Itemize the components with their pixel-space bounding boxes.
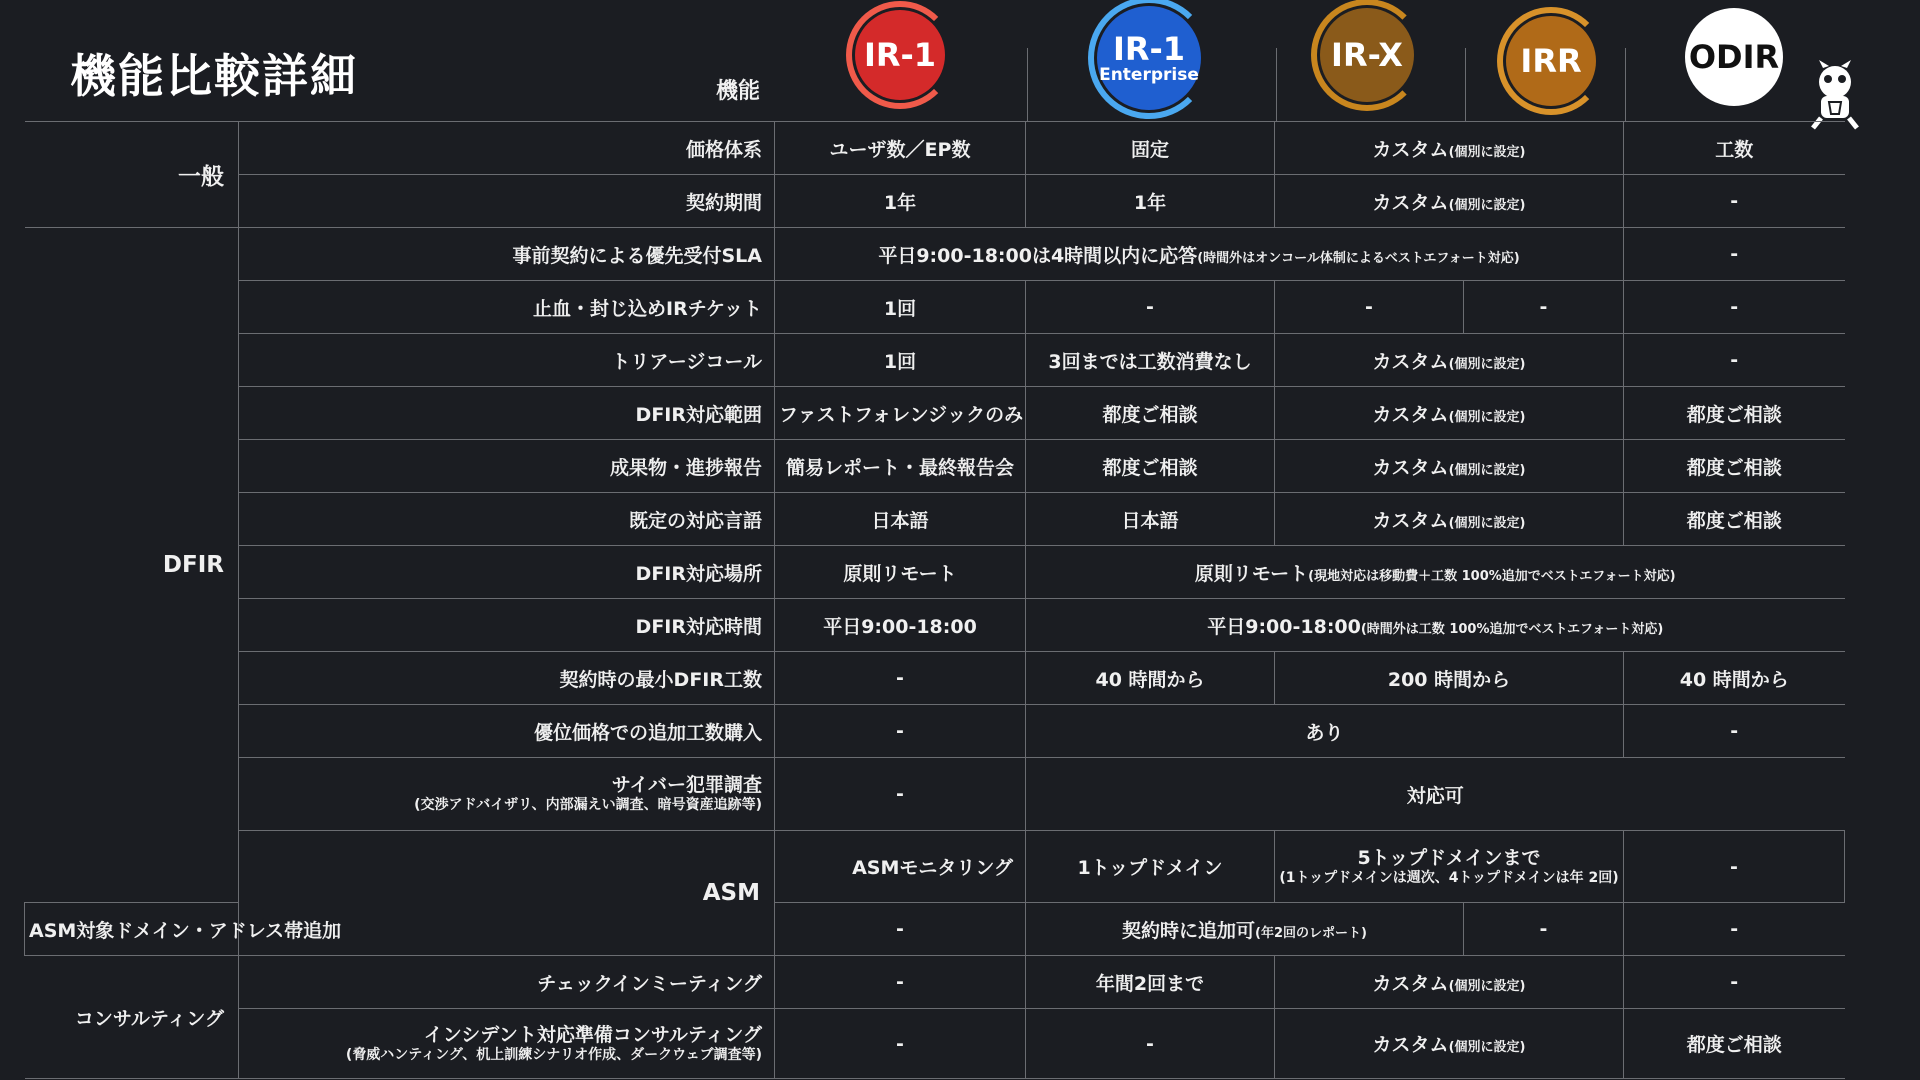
custom-note: (個別に設定)	[1448, 1040, 1526, 1055]
cell-enterprise: -	[1026, 1009, 1275, 1079]
cell-odir: -	[1624, 705, 1845, 758]
table-row	[25, 281, 1845, 334]
comparison-table	[24, 121, 1845, 1079]
cell-enterprise: 3回までは工数消費なし	[1026, 334, 1275, 387]
cell-ir1: ファストフォレンジックのみ	[775, 387, 1026, 440]
feature-label: トリアージコール	[239, 334, 775, 387]
cell-odir: 都度ご相談	[1624, 440, 1845, 493]
table-row	[25, 228, 1845, 281]
cell-irx-irr	[1275, 956, 1624, 1009]
cell-span	[1026, 546, 1845, 599]
cell-ir1: -	[775, 652, 1026, 705]
plan-badge-ir1-enterprise	[1097, 6, 1201, 110]
feature-main: インシデント対応準備コンサルティング	[423, 1023, 762, 1046]
header-divider	[1625, 48, 1626, 121]
custom-note: (個別に設定)	[1448, 978, 1526, 994]
custom-text: カスタム	[1372, 138, 1449, 161]
cell-odir: 都度ご相談	[1624, 387, 1845, 440]
cell-enterprise: 固定	[1026, 122, 1275, 175]
custom-note: (個別に設定)	[1448, 356, 1526, 372]
cell-enterprise: 1年	[1026, 175, 1275, 228]
table-row	[25, 956, 1845, 1009]
cell-odir: -	[1624, 956, 1845, 1009]
plan-subname: Enterprise	[1099, 65, 1199, 85]
custom-note: (個別に設定)	[1448, 409, 1526, 425]
table-row	[25, 387, 1845, 440]
custom-note: (個別に設定)	[1448, 144, 1526, 160]
cell-ir1: 1年	[775, 175, 1026, 228]
cell-irr: -	[1624, 831, 1845, 903]
cell-ir1: ユーザ数／EP数	[775, 122, 1026, 175]
plan-badge-irr	[1506, 16, 1596, 106]
cell-ir1: -	[775, 705, 1026, 758]
cell-span	[1275, 831, 1624, 903]
custom-note: (個別に設定)	[1448, 462, 1526, 478]
time-text: 平日9:00-18:00	[1207, 615, 1361, 638]
feature-label: 契約期間	[239, 175, 775, 228]
table-row	[25, 334, 1845, 387]
cell-ir1: 1トップドメイン	[1026, 831, 1275, 903]
cell-irr: -	[1464, 281, 1624, 334]
cell-irx-irr	[1275, 1009, 1624, 1079]
sla-note: (時間外はオンコール体制によるベストエフォート対応)	[1197, 250, 1520, 266]
table-row	[25, 546, 1845, 599]
cell-odir: -	[1624, 281, 1845, 334]
feature-label: 事前契約による優先受付SLA	[239, 228, 775, 281]
header-divider	[1276, 48, 1277, 121]
cell-span	[1026, 599, 1845, 652]
feature-label: 優位価格での追加工数購入	[239, 705, 775, 758]
cell-irr: -	[1464, 903, 1624, 956]
feature-label	[239, 758, 775, 831]
feature-label: 契約時の最小DFIR工数	[239, 652, 775, 705]
feature-label	[239, 1009, 775, 1079]
table-row	[25, 122, 1845, 175]
cell-irx-irr	[1275, 334, 1624, 387]
table-row	[25, 493, 1845, 546]
table-row	[25, 652, 1845, 705]
custom-text: カスタム	[1372, 350, 1449, 373]
feature-label: 成果物・進捗報告	[239, 440, 775, 493]
custom-text: カスタム	[1372, 191, 1449, 214]
cell-odir: 40 時間から	[1624, 652, 1845, 705]
place-note: (現地対応は移動費＋工数 100%追加でベストエフォート対応)	[1308, 568, 1676, 584]
cell-enterprise: 日本語	[1026, 493, 1275, 546]
feature-label: DFIR対応場所	[239, 546, 775, 599]
cell-odir: 都度ご相談	[1624, 493, 1845, 546]
plan-name: ODIR	[1688, 38, 1780, 76]
cell-odir: -	[1624, 175, 1845, 228]
feature-label: 価格体系	[239, 122, 775, 175]
feature-label: 止血・封じ込めIRチケット	[239, 281, 775, 334]
plan-badge-irx	[1320, 8, 1414, 102]
cell-enterprise: 年間2回まで	[1026, 956, 1275, 1009]
cell-span	[1026, 903, 1464, 956]
cell-ir1: -	[775, 903, 1026, 956]
plan-badge-ir1	[855, 10, 945, 100]
cell-ir1: -	[775, 758, 1026, 831]
cell-odir: -	[1624, 903, 1845, 956]
time-note: (時間外は工数 100%追加でベストエフォート対応)	[1360, 621, 1664, 637]
cell-enterprise: -	[1026, 281, 1275, 334]
cell-odir: 都度ご相談	[1624, 1009, 1845, 1079]
mascot-icon	[1805, 60, 1865, 130]
header-divider	[1027, 48, 1028, 121]
table-row	[25, 831, 1845, 903]
cell-ir1: 1回	[775, 281, 1026, 334]
feature-label: DFIR対応範囲	[239, 387, 775, 440]
cell-irx-irr	[1275, 493, 1624, 546]
table-row	[25, 599, 1845, 652]
page-title: 機能比較詳細	[70, 49, 358, 103]
cell-span	[775, 228, 1624, 281]
asm-sub: (1トップドメインは週次、4トップドメインは年 2回)	[1279, 869, 1619, 886]
cell-ir1: 日本語	[775, 493, 1026, 546]
feature-label: チェックインミーティング	[239, 956, 775, 1009]
plan-badge-odir	[1685, 8, 1783, 106]
feature-label: DFIR対応時間	[239, 599, 775, 652]
feature-label: ASM対象ドメイン・アドレス帯追加	[25, 903, 239, 956]
cell-span: あり	[1026, 705, 1624, 758]
cell-enterprise: 40 時間から	[1026, 652, 1275, 705]
plan-name: IRR	[1520, 42, 1582, 80]
cell-enterprise: 都度ご相談	[1026, 387, 1275, 440]
asm-add-note: (年2回のレポート)	[1255, 925, 1367, 941]
table-row	[25, 758, 1845, 831]
feature-sub: (交渉アドバイザリ、内部漏えい調査、暗号資産追跡等)	[414, 797, 762, 813]
feature-column-header: 機能	[715, 79, 760, 104]
plan-name: IR-1	[1112, 30, 1186, 68]
cell-ir1: 平日9:00-18:00	[775, 599, 1026, 652]
category-asm: ASM	[239, 831, 775, 956]
feature-sub: (脅威ハンティング、机上訓練シナリオ作成、ダークウェブ調査等)	[345, 1046, 762, 1063]
cell-ir1: 簡易レポート・最終報告会	[775, 440, 1026, 493]
plan-name: IR-1	[863, 36, 937, 74]
custom-text: カスタム	[1372, 1034, 1449, 1056]
cell-irx: -	[1275, 281, 1464, 334]
cell-irx-irr	[1275, 122, 1624, 175]
custom-text: カスタム	[1372, 403, 1449, 426]
cell-irx-irr	[1275, 387, 1624, 440]
custom-note: (個別に設定)	[1448, 515, 1526, 531]
cell-irx-irr	[1275, 175, 1624, 228]
header-divider	[1465, 48, 1466, 121]
custom-text: カスタム	[1372, 972, 1449, 995]
feature-label: ASMモニタリング	[775, 831, 1026, 903]
cell-span: 対応可	[1026, 758, 1845, 831]
cell-irx-irr: 200 時間から	[1275, 652, 1624, 705]
table-row	[25, 440, 1845, 493]
feature-label: 既定の対応言語	[239, 493, 775, 546]
category-general: 一般	[25, 122, 239, 228]
feature-main: サイバー犯罪調査	[611, 774, 762, 796]
custom-note: (個別に設定)	[1448, 197, 1526, 213]
asm-main: 5トップドメインまで	[1357, 846, 1541, 869]
cell-ir1: 1回	[775, 334, 1026, 387]
cell-irx-irr	[1275, 440, 1624, 493]
table-row	[25, 175, 1845, 228]
cell-odir: -	[1624, 228, 1845, 281]
cell-ir1: -	[775, 1009, 1026, 1079]
sla-text: 平日9:00-18:00は4時間以内に応答	[878, 244, 1198, 267]
custom-text: カスタム	[1372, 456, 1449, 479]
place-text: 原則リモート	[1194, 562, 1309, 585]
category-dfir: DFIR	[25, 228, 239, 903]
cell-odir: -	[1624, 334, 1845, 387]
category-consulting: コンサルティング	[25, 956, 239, 1079]
cell-ir1: 原則リモート	[775, 546, 1026, 599]
table-row	[25, 705, 1845, 758]
cell-enterprise: 都度ご相談	[1026, 440, 1275, 493]
cell-ir1: -	[775, 956, 1026, 1009]
custom-text: カスタム	[1372, 509, 1449, 532]
plan-name: IR-X	[1331, 36, 1403, 74]
cell-odir: 工数	[1624, 122, 1845, 175]
table-row	[25, 1009, 1845, 1079]
asm-add-text: 契約時に追加可	[1122, 919, 1256, 942]
